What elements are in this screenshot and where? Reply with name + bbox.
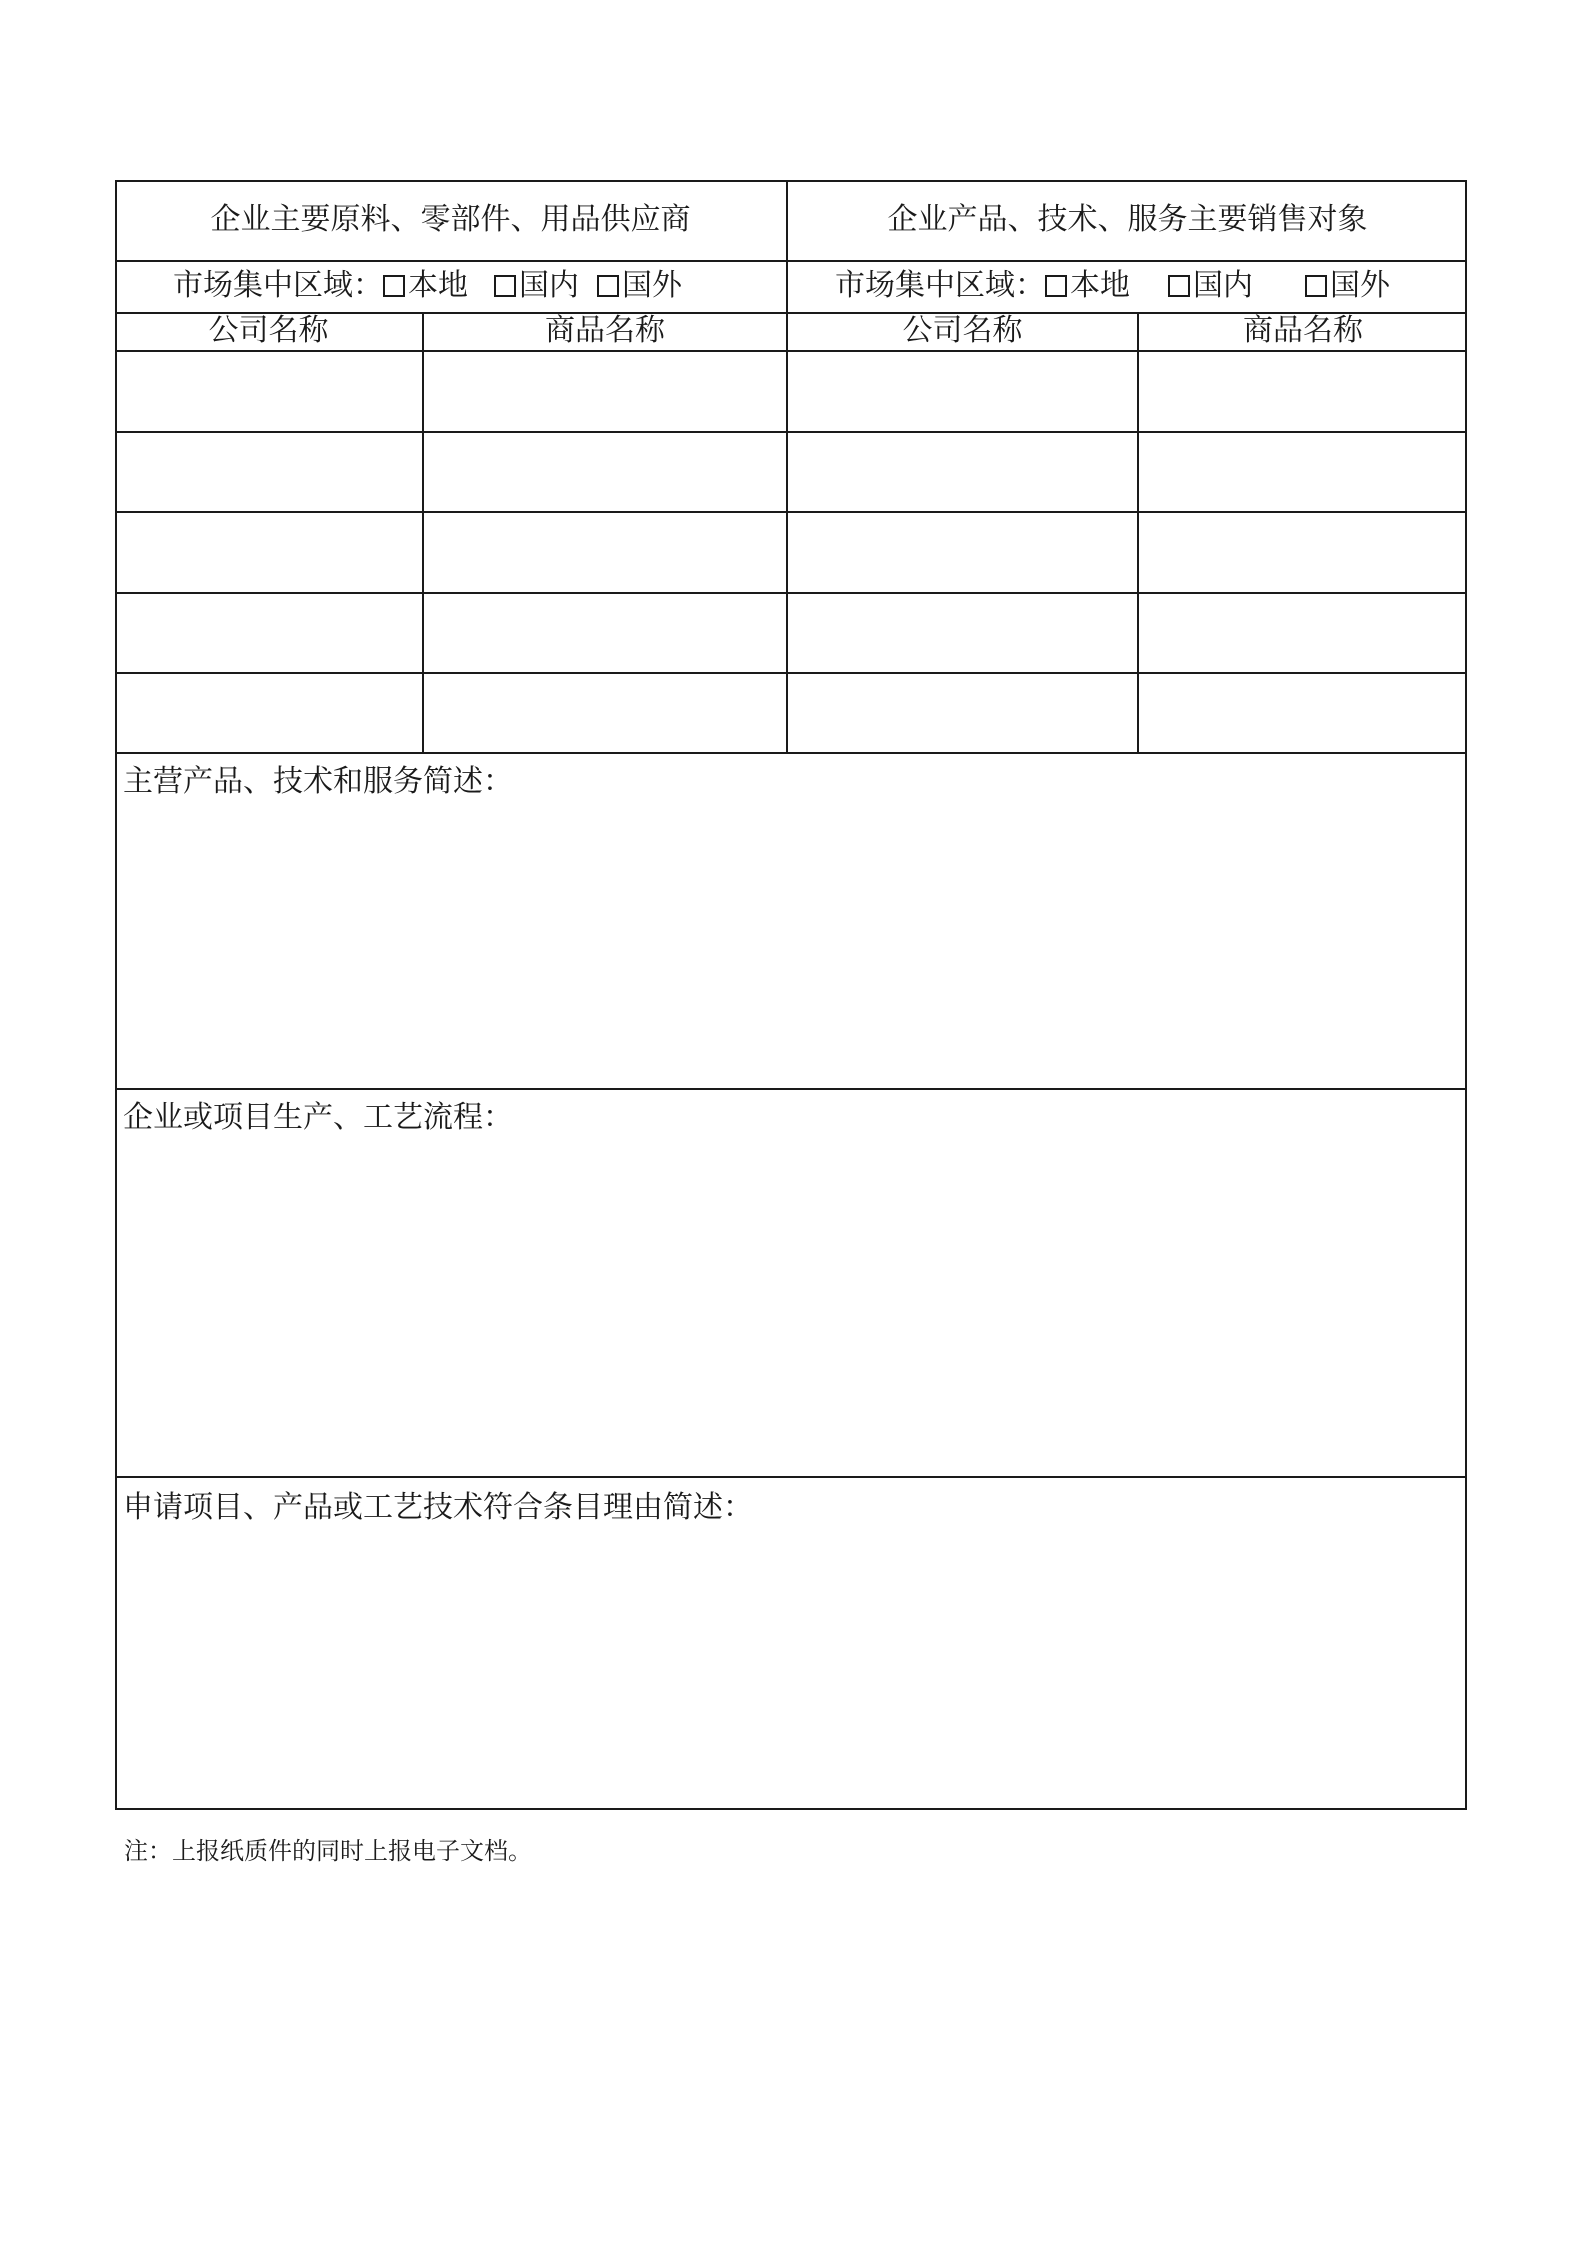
supplier-company-cell[interactable] bbox=[117, 433, 422, 511]
application-form-table bbox=[115, 180, 1467, 1810]
supplier-product-cell[interactable] bbox=[424, 352, 786, 431]
customer-market-region bbox=[835, 269, 1390, 303]
checkbox-domestic[interactable] bbox=[494, 275, 516, 297]
option-local: 本地 bbox=[1070, 268, 1130, 303]
process-flow-field[interactable] bbox=[117, 1144, 1465, 1474]
customer-product-cell[interactable] bbox=[1139, 674, 1465, 752]
supplier-product-cell[interactable] bbox=[424, 513, 786, 592]
supplier-market-region bbox=[173, 269, 682, 303]
supplier-product-cell[interactable] bbox=[424, 433, 786, 511]
checkbox-local[interactable] bbox=[1045, 275, 1067, 297]
divider bbox=[115, 752, 1467, 754]
checkbox-local[interactable] bbox=[383, 275, 405, 297]
eligibility-reason-field[interactable] bbox=[117, 1534, 1465, 1806]
main-business-label: 主营产品、技术和服务简述： bbox=[123, 764, 513, 799]
option-domestic: 国内 bbox=[1193, 268, 1253, 303]
customer-company-cell[interactable] bbox=[788, 594, 1137, 672]
customer-company-cell[interactable] bbox=[788, 433, 1137, 511]
supplier-company-cell[interactable] bbox=[117, 674, 422, 752]
main-business-field[interactable] bbox=[117, 808, 1465, 1086]
supplier-company-name-header: 公司名称 bbox=[208, 313, 329, 348]
customer-company-cell[interactable] bbox=[788, 352, 1137, 431]
option-local: 本地 bbox=[408, 268, 468, 303]
supplier-company-cell[interactable] bbox=[117, 594, 422, 672]
footnote: 注：上报纸质件的同时上报电子文档。 bbox=[124, 1837, 532, 1865]
customer-company-name-header: 公司名称 bbox=[902, 313, 1023, 348]
customer-company-cell[interactable] bbox=[788, 674, 1137, 752]
supplier-company-cell[interactable] bbox=[117, 352, 422, 431]
customer-company-cell[interactable] bbox=[788, 513, 1137, 592]
customer-product-cell[interactable] bbox=[1139, 594, 1465, 672]
option-foreign: 国外 bbox=[1330, 268, 1390, 303]
customer-product-name-header: 商品名称 bbox=[1243, 313, 1363, 348]
checkbox-foreign[interactable] bbox=[1305, 275, 1327, 297]
option-domestic: 国内 bbox=[519, 268, 579, 303]
checkbox-foreign[interactable] bbox=[597, 275, 619, 297]
customer-product-cell[interactable] bbox=[1139, 513, 1465, 592]
divider bbox=[115, 1476, 1467, 1478]
divider bbox=[115, 1088, 1467, 1090]
supplier-company-cell[interactable] bbox=[117, 513, 422, 592]
market-label: 市场集中区域： bbox=[173, 268, 383, 303]
market-label: 市场集中区域： bbox=[835, 268, 1045, 303]
checkbox-domestic[interactable] bbox=[1168, 275, 1190, 297]
supplier-section-title: 企业主要原料、零部件、用品供应商 bbox=[210, 202, 691, 237]
supplier-product-cell[interactable] bbox=[424, 594, 786, 672]
customer-product-cell[interactable] bbox=[1139, 352, 1465, 431]
customer-section-title: 企业产品、技术、服务主要销售对象 bbox=[887, 202, 1368, 237]
supplier-product-name-header: 商品名称 bbox=[545, 313, 665, 348]
supplier-product-cell[interactable] bbox=[424, 674, 786, 752]
customer-product-cell[interactable] bbox=[1139, 433, 1465, 511]
eligibility-reason-label: 申请项目、产品或工艺技术符合条目理由简述： bbox=[123, 1490, 753, 1525]
divider bbox=[115, 260, 1467, 262]
process-flow-label: 企业或项目生产、工艺流程： bbox=[123, 1100, 513, 1135]
option-foreign: 国外 bbox=[622, 268, 682, 303]
